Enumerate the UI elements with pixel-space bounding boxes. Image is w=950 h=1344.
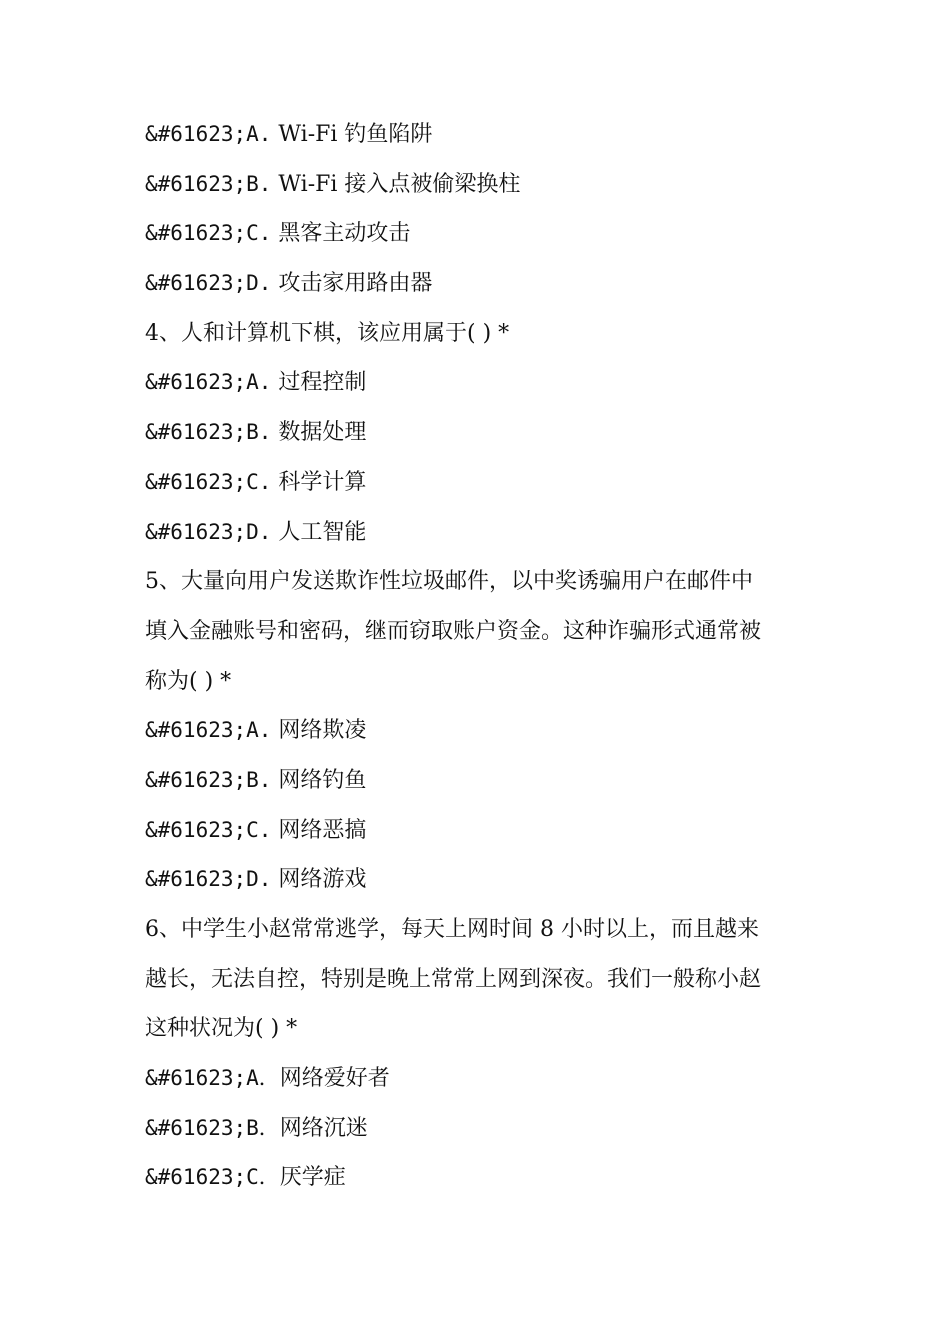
option-marker: &#61623;D. — [145, 271, 272, 296]
q3-option-b[interactable] — [145, 160, 815, 210]
option-marker: &#61623;A. — [145, 718, 272, 743]
option-marker: &#61623;B. — [145, 767, 272, 792]
q4-option-d[interactable] — [145, 508, 815, 558]
q6-option-c[interactable] — [145, 1153, 815, 1203]
q5-option-d[interactable] — [145, 855, 815, 905]
option-marker: &#61623;C. — [145, 817, 272, 842]
option-marker: &#61623;D. — [145, 519, 272, 544]
q3-option-a[interactable] — [145, 110, 815, 160]
q6-stem-line: 6、中学生小赵常常逃学，每天上网时间 8 小时以上，而且越来 — [145, 917, 759, 942]
option-marker: &#61623;C. — [145, 221, 272, 246]
option-text: 人工智能 — [271, 519, 367, 545]
option-marker: &#61623;A. — [145, 370, 272, 395]
option-marker: &#61623;D. — [145, 867, 272, 892]
q3-option-d[interactable] — [145, 259, 815, 309]
option-text: 网络恶搞 — [271, 817, 367, 843]
option-marker: &#61623;C． — [145, 1165, 280, 1190]
q5-stem-line: 填入金融账号和密码，继而窃取账户资金。这种诈骗形式通常被 — [145, 618, 762, 644]
option-text: 厌学症 — [279, 1165, 346, 1191]
option-text: Wi-Fi 接入点被偷梁换柱 — [271, 171, 521, 197]
option-text: 网络欺凌 — [271, 718, 367, 744]
q6-option-b[interactable] — [145, 1104, 815, 1154]
q5-option-a[interactable] — [145, 706, 815, 756]
option-text: 数据处理 — [271, 420, 367, 446]
q5-option-b[interactable] — [145, 756, 815, 806]
option-marker: &#61623;B. — [145, 420, 272, 445]
option-text: 黑客主动攻击 — [271, 221, 411, 247]
q4-option-c[interactable] — [145, 458, 815, 508]
option-text: Wi-Fi 钓鱼陷阱 — [271, 122, 433, 147]
option-text: 科学计算 — [271, 469, 367, 495]
option-marker: &#61623;C. — [145, 469, 272, 494]
option-text: 网络游戏 — [271, 867, 367, 893]
option-text: 网络沉迷 — [279, 1115, 368, 1141]
q6-stem-line: 越长，无法自控，特别是晚上常常上网到深夜。我们一般称小赵 — [145, 966, 762, 992]
option-marker: &#61623;B． — [145, 1115, 280, 1140]
option-marker: &#61623;A． — [145, 1066, 280, 1091]
q6-option-a[interactable] — [145, 1054, 815, 1104]
quiz-content — [145, 110, 815, 1203]
option-marker: &#61623;A. — [145, 122, 272, 146]
q4-option-a[interactable] — [145, 358, 815, 408]
option-text: 网络钓鱼 — [271, 767, 367, 793]
q6-stem-line: 这种状况为( ) * — [145, 1016, 298, 1042]
option-text: 过程控制 — [271, 370, 367, 396]
q4-option-b[interactable] — [145, 408, 815, 458]
q5-stem-line: 5、大量向用户发送欺诈性垃圾邮件，以中奖诱骗用户在邮件中 — [145, 569, 753, 595]
q4-stem: 4、人和计算机下棋，该应用属于( ) * — [145, 320, 510, 346]
q3-option-c[interactable] — [145, 209, 815, 259]
option-text: 攻击家用路由器 — [271, 271, 433, 297]
option-text: 网络爱好者 — [279, 1066, 390, 1092]
q5-option-c[interactable] — [145, 806, 815, 856]
option-marker: &#61623;B. — [145, 171, 272, 196]
q5-stem-line: 称为( ) * — [145, 668, 232, 694]
